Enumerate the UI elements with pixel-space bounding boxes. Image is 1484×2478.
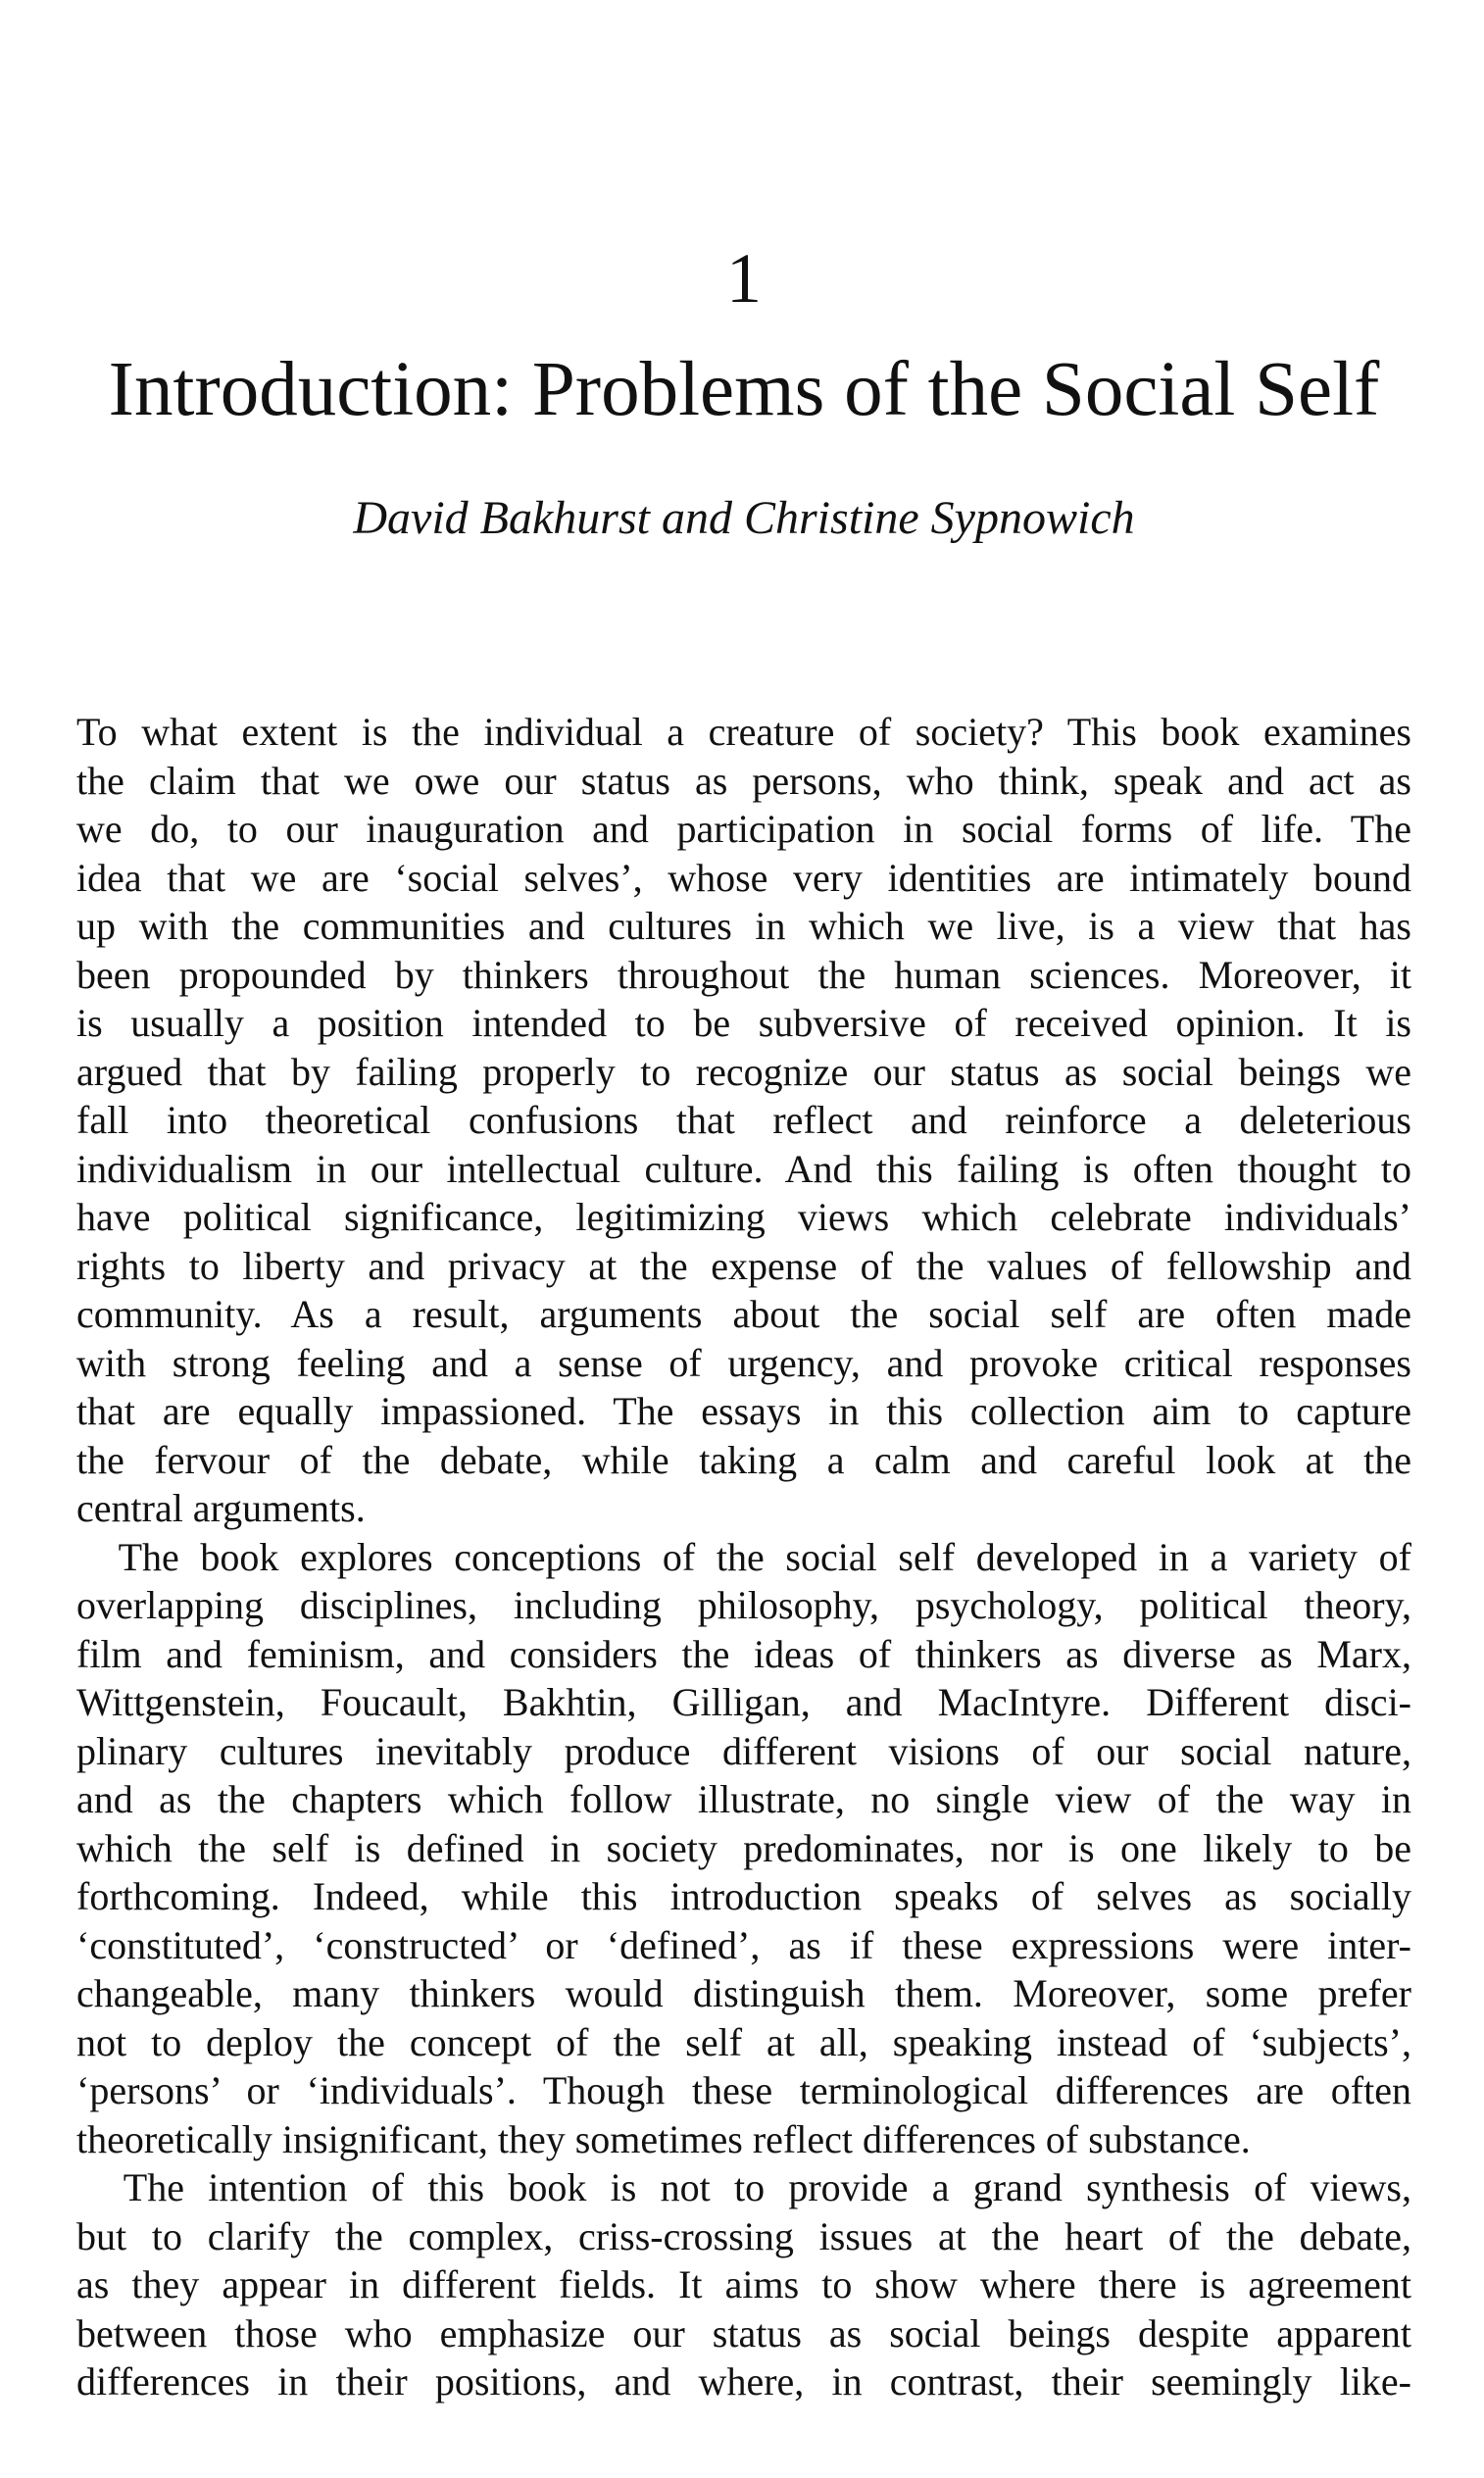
text-line: with strong feeling and a sense of urgency, and provoke critical responses [76, 1340, 1411, 1385]
text-line: Wittgenstein, Foucault, Bakhtin, Gilligan, and MacIntyre. Different disci- [76, 1680, 1411, 1724]
chapter-title: Introduction: Problems of the Social Self [108, 347, 1380, 432]
text-line: between those who emphasize our status as social beings despite apparent [76, 2310, 1411, 2355]
text-line: the fervour of the debate, while taking a calm and careful look at the [76, 1437, 1411, 1482]
text-line: central arguments. [76, 1486, 366, 1530]
text-line: is usually a position intended to be subversive of received opinion. It is [76, 1001, 1411, 1045]
text-line: been propounded by thinkers throughout the human sciences. Moreover, it [76, 952, 1411, 997]
text-line: forthcoming. Indeed, while this introduction speaks of selves as socially [76, 1874, 1411, 1918]
text-line: individualism in our intellectual culture. And this failing is often thought to [76, 1146, 1411, 1191]
text-line: which the self is defined in society predominates, nor is one likely to be [76, 1825, 1411, 1870]
text-line: but to clarify the complex, criss-crossing issues at the heart of the debate, [76, 2213, 1411, 2258]
chapter-authors: David Bakhurst and Christine Sypnowich [353, 492, 1135, 544]
text-line: up with the communities and cultures in which we live, is a view that has [76, 904, 1411, 948]
text-line: the claim that we owe our status as persons, who think, speak and act as [76, 758, 1411, 803]
text-line: overlapping disciplines, including philosophy, psychology, political theory, [76, 1583, 1411, 1627]
text-line: ‘constituted’, ‘constructed’ or ‘defined’, as if these expressions were inter- [76, 1922, 1411, 1967]
text-line: changeable, many thinkers would distinguish them. Moreover, some prefer [76, 1971, 1411, 2015]
text-line: idea that we are ‘social selves’, whose very identities are intimately bound [76, 855, 1411, 900]
text-line: that are equally impassioned. The essays in this collection aim to capture [76, 1389, 1411, 1433]
text-line: The book explores conceptions of the social self developed in a variety of [76, 1534, 1411, 1579]
text-line: argued that by failing properly to recognize our status as social beings we [76, 1049, 1411, 1094]
text-line: theoretically insignificant, they sometimes reflect differences of substance. [76, 2116, 1251, 2161]
text-line: community. As a result, arguments about the social self are often made [76, 1292, 1411, 1336]
chapter-number: 1 [726, 239, 762, 318]
text-line: have political significance, legitimizing views which celebrate individuals’ [76, 1195, 1411, 1239]
text-line: fall into theoretical confusions that reflect and reinforce a deleterious [76, 1098, 1411, 1142]
text-line: The intention of this book is not to provide a grand synthesis of views, [76, 2165, 1411, 2209]
text-line: rights to liberty and privacy at the expense of the values of fellowship and [76, 1243, 1411, 1288]
text-line: differences in their positions, and where, in contrast, their seemingly like- [76, 2359, 1411, 2404]
text-line: as they appear in different fields. It aims to show where there is agreement [76, 2262, 1411, 2306]
text-line: not to deploy the concept of the self at all, speaking instead of ‘subjects’, [76, 2019, 1411, 2064]
text-line: plinary cultures inevitably produce different visions of our social nature, [76, 1728, 1411, 1773]
text-line: film and feminism, and considers the ideas of thinkers as diverse as Marx, [76, 1631, 1411, 1676]
body-text [76, 708, 1411, 2406]
text-line: and as the chapters which follow illustrate, no single view of the way in [76, 1777, 1411, 1821]
text-line: To what extent is the individual a creature of society? This book examines [76, 710, 1411, 754]
text-line: we do, to our inauguration and participation in social forms of life. The [76, 807, 1411, 851]
text-line: ‘persons’ or ‘individuals’. Though these terminological differences are often [76, 2068, 1411, 2112]
